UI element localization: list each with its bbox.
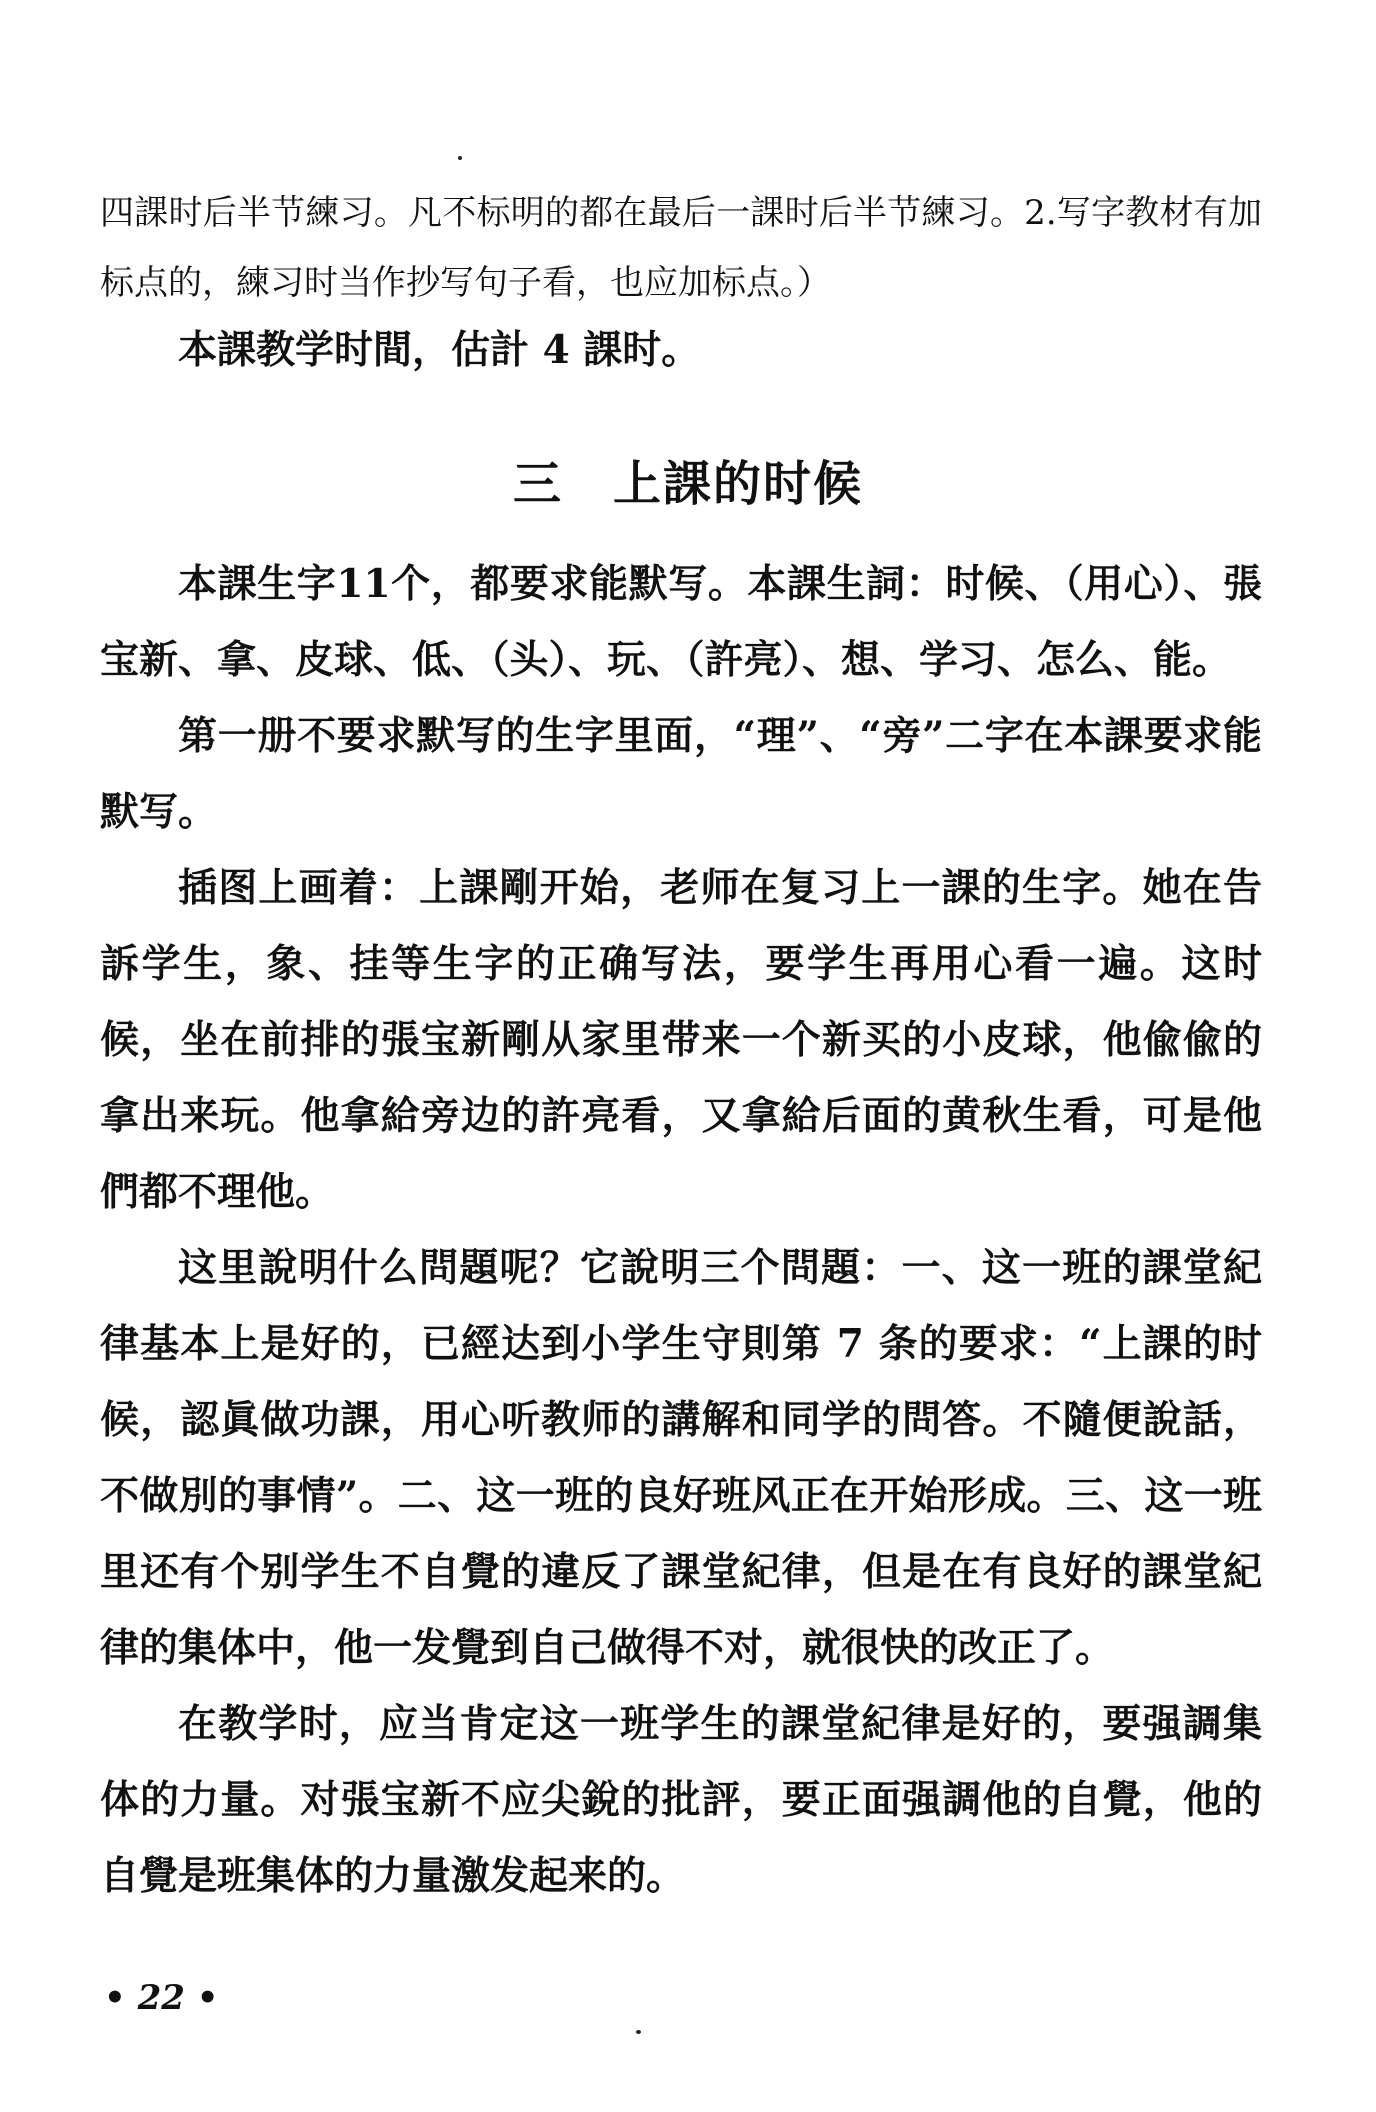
main-text	[100, 546, 1262, 1914]
section-heading	[0, 445, 1376, 514]
print-speck	[458, 156, 462, 160]
paragraph: 第一册不要求默写的生字里面，“理”、“旁”二字在本課要求能默写。	[100, 713, 1262, 835]
section-number: 三	[512, 456, 563, 512]
time-estimate: 本課教学时間，估計 4 課时。	[178, 327, 701, 373]
paragraph: 插图上画着：上課剛开始，老师在复习上一課的生字。她在告訴学生，象、挂等生字的正确写法，要学生再用心看一遍。这时候，坐在前排的張宝新剛从家里带来一个新买的小皮球，他偸偸的拿出来玩。他拿給旁边的許亮看，又拿給后面的黄秋生看，可是他們都不理他。	[100, 865, 1262, 1215]
print-speck	[636, 2030, 641, 2034]
time-estimate-block	[100, 312, 1262, 388]
paragraph: 本課生字11个，都要求能默写。本課生詞：时候、（用心）、張宝新、拿、皮球、低、（头）、玩、（許亮）、想、学习、怎么、能。	[100, 561, 1262, 683]
paragraph: 这里說明什么問題呢？它說明三个問題：一、这一班的課堂紀律基本上是好的，已經达到小学生守則第 7 条的要求：“上課的时候，認眞做功課，用心听教师的講解和同学的問答。不隨便說話，不做別的事情”。二、这一班的良好班风正在开始形成。三、这一班里还有个别学生不自覺的違反了課堂紀律，但是在有良好的課堂紀律的集体中，他一发覺到自己做得不对，就很快的改正了。	[100, 1245, 1262, 1671]
footnote-text: 四課时后半节練习。凡不标明的都在最后一課时后半节練习。2.写字教材有加标点的，練习时当作抄写句子看，也应加标点。）	[100, 193, 1262, 303]
page-number: • 22 •	[104, 1978, 219, 2018]
paragraph: 在教学时，应当肯定这一班学生的課堂紀律是好的，要强調集体的力量。对張宝新不应尖銳的批評，要正面强調他的自覺，他的自覺是班集体的力量激发起来的。	[100, 1701, 1262, 1899]
section-title: 上課的时候	[613, 456, 864, 512]
continued-footnote	[100, 178, 1262, 318]
